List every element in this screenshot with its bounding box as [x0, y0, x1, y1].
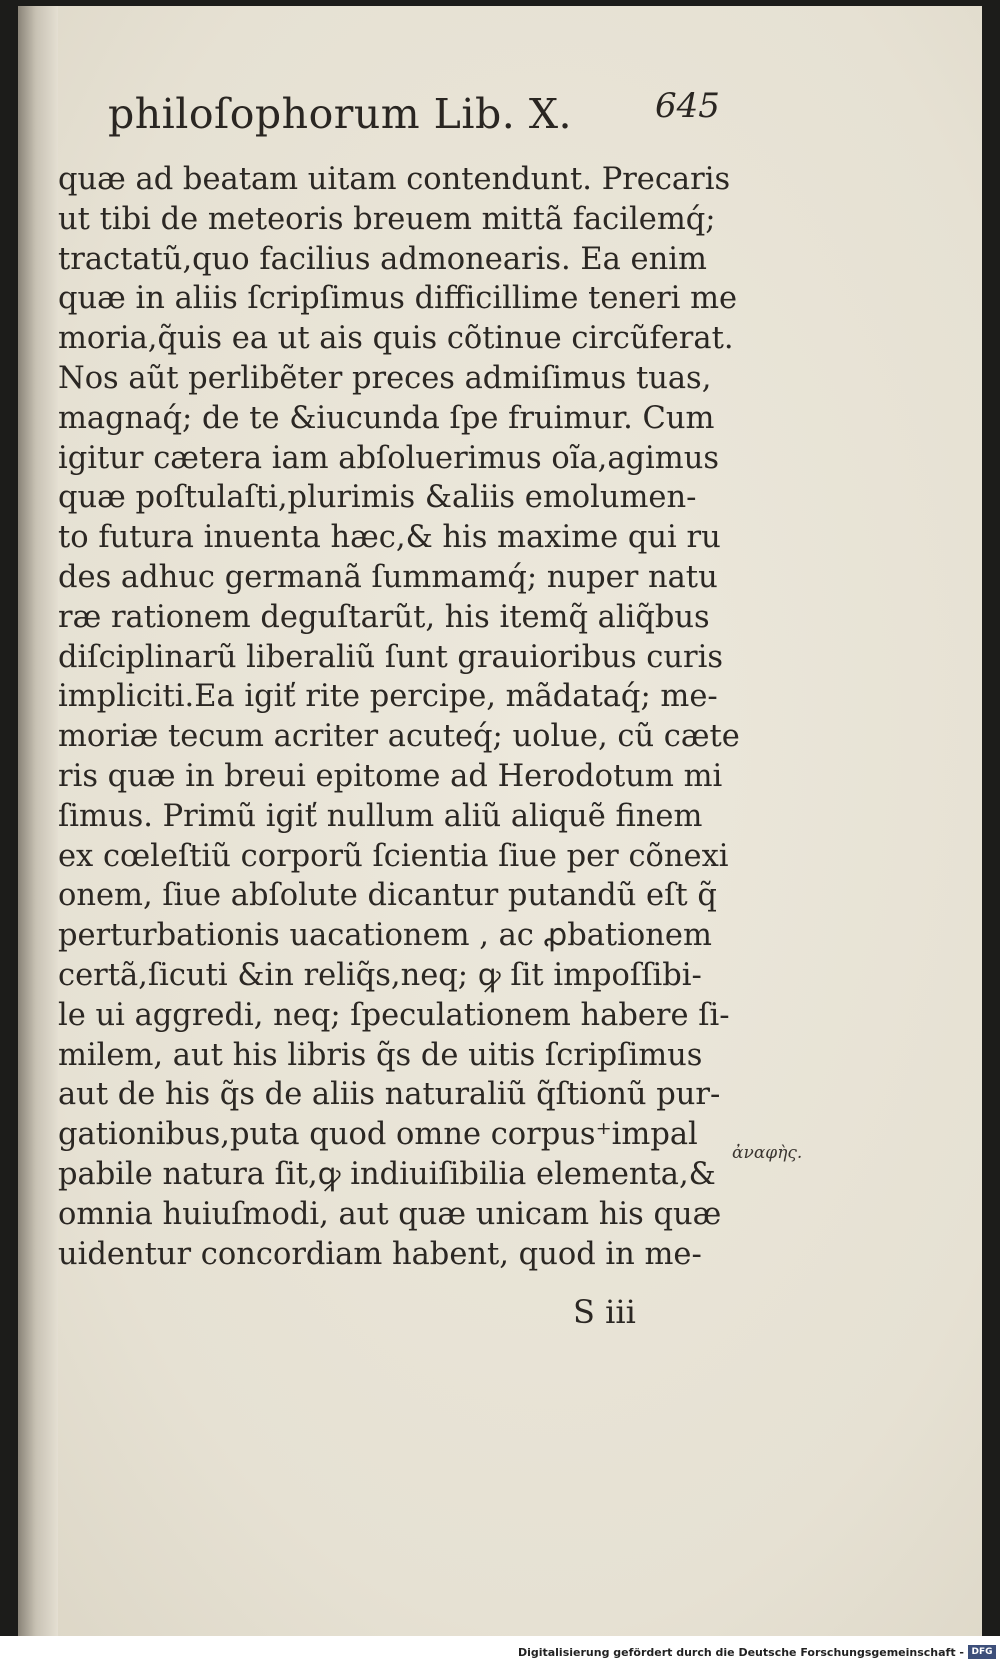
text-line: ex cœleſtiũ corporũ ſcientia ſiue per cõnexi: [58, 838, 729, 874]
text-line: moriæ tecum acriter acuteq́; uolue, cũ cæte: [58, 719, 740, 755]
running-head: philoſophorum Lib. X.: [108, 90, 573, 138]
marginal-note: ἀναφὴς.: [732, 1143, 803, 1163]
text-line: omnia huiuſmodi, aut quæ unicam his quæ: [58, 1196, 722, 1232]
page-gutter-shadow: [18, 6, 58, 1636]
text-line: gationibus,puta quod omne corpus⁺impal: [58, 1117, 698, 1153]
dfg-logo: DFG: [968, 1645, 996, 1659]
text-line: quæ ad beatam uitam contendunt. Precaris: [58, 162, 731, 197]
text-line: ræ rationem deguſtarũt, his itemq̃ aliq̃bus: [58, 599, 710, 635]
text-line: tractatũ,quo facilius admonearis. Ea enim: [58, 241, 707, 277]
text-line: ris quæ in breui epitome ad Herodotum mi: [58, 758, 723, 794]
body-text: [58, 160, 740, 1274]
signature-mark: S iii: [573, 1293, 636, 1331]
text-line: magnaq́; de te &iucunda ſpe fruimur. Cum: [58, 400, 715, 436]
text-line: moria,q̃uis ea ut ais quis cõtinue circũferat.: [58, 321, 734, 357]
text-line: uidentur concordiam habent, quod in me-: [58, 1236, 702, 1272]
text-line: to futura inuenta hæc,& his maxime qui ru: [58, 520, 721, 556]
text-line: des adhuc germanã ſummamq́; nuper natu: [58, 559, 718, 595]
text-line: le ui aggredi, neq; ſpeculationem habere ſi-: [58, 997, 730, 1033]
text-line: quæ poſtulaſti,plurimis &aliis emolumen-: [58, 480, 697, 516]
footer-credit: Digitalisierung gefördert durch die Deutsche Forschungsgemeinschaft -: [517, 1646, 964, 1659]
text-line: igitur cætera iam abſoluerimus oĩa,agimus: [58, 440, 720, 476]
text-line: impliciti.Ea igiť rite percipe, mãdataq́; me-: [58, 679, 718, 715]
text-line: perturbationis uacationem , ac ꝓbationem: [58, 918, 712, 954]
text-line: certã,ſicuti &in reliq̃s,neq; ꝙ ſit impoſſibi-: [58, 957, 702, 993]
text-line: ſimus. Primũ igiť nullum aliũ aliquẽ finem: [58, 798, 703, 834]
text-line: quæ in aliis ſcripſimus difficillime teneri me: [58, 281, 738, 317]
text-line: ut tibi de meteoris breuem mittã facilemq́;: [58, 201, 716, 237]
text-line: Nos aũt perlibẽter preces admiſimus tuas,: [58, 360, 712, 396]
text-line: diſciplinarũ liberaliũ ſunt grauioribus curis: [58, 639, 724, 675]
text-line: pabile natura ſit,ꝙ indiuiſibilia elementa,&: [58, 1156, 716, 1192]
text-line: onem, ſiue abſolute dicantur putandũ eſt q̃: [58, 878, 717, 914]
page-number: 645: [655, 86, 720, 126]
text-line: aut de his q̃s de aliis naturaliũ q̃ſtionũ pur-: [58, 1077, 721, 1113]
text-line: milem, aut his libris q̃s de uitis ſcripſimus: [58, 1037, 703, 1073]
